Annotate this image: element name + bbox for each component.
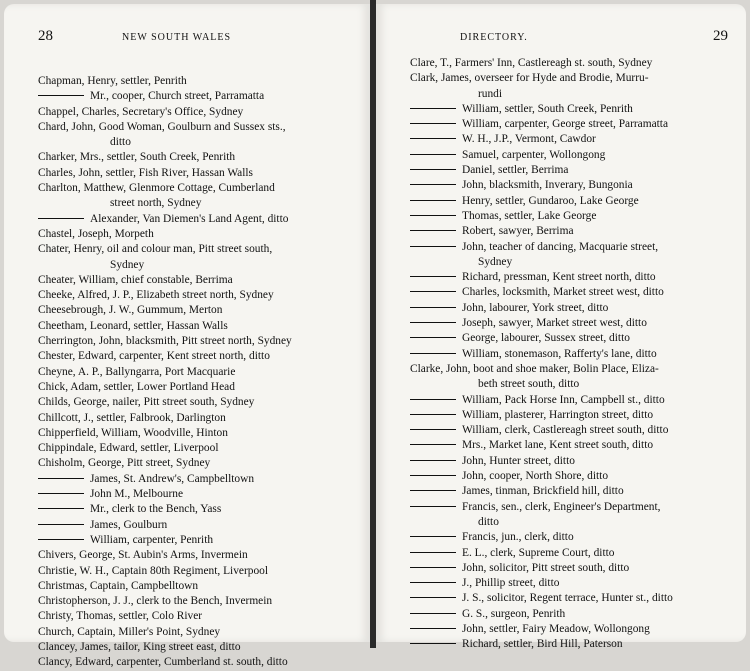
directory-entry-continuation: ditto: [110, 136, 131, 149]
ditto-dash: [38, 478, 84, 479]
directory-entry: Chisholm, George, Pitt street, Sydney: [38, 457, 211, 470]
directory-entry: William, carpenter, Penrith: [38, 533, 356, 548]
directory-entry-continuation: Sydney: [110, 258, 145, 271]
directory-entry-continuation: rundi: [478, 87, 503, 100]
ditto-dash: [410, 460, 456, 461]
directory-entry: James, St. Andrew's, Campbelltown: [38, 472, 356, 487]
directory-entry: J. S., solicitor, Regent terrace, Hunter st., ditto: [410, 591, 740, 606]
directory-entry: Thomas, settler, Lake George: [410, 209, 740, 224]
directory-entry: Chipperfield, William, Woodville, Hinton: [38, 426, 228, 439]
directory-entry: Richard, pressman, Kent street north, ditto: [410, 270, 740, 285]
ditto-dash: [410, 613, 456, 614]
directory-entry: John M., Melbourne: [38, 487, 356, 502]
ditto-dash: [410, 215, 456, 216]
directory-entry: James, Goulburn: [38, 518, 356, 533]
directory-entry: Henry, settler, Gundaroo, Lake George: [410, 194, 740, 209]
ditto-dash: [410, 536, 456, 537]
ditto-dash: [410, 506, 456, 507]
right-page: [376, 4, 746, 651]
ditto-dash: [410, 291, 456, 292]
directory-entry: Robert, sawyer, Berrima: [410, 224, 740, 239]
ditto-dash: [410, 184, 456, 185]
directory-entry-continuation: Sydney: [478, 255, 513, 268]
directory-entry: Chappel, Charles, Secretary's Office, Sydney: [38, 105, 244, 118]
directory-entry: Cheyne, A. P., Ballyngarra, Port Macquarie: [38, 365, 236, 378]
directory-entry: John, blacksmith, Inverary, Bungonia: [410, 178, 740, 193]
directory-entry: Clarke, John, boot and shoe maker, Bolin Place, Eliza-: [410, 362, 659, 375]
right-page-header: [410, 28, 728, 52]
ditto-dash: [410, 552, 456, 553]
directory-entry: Alexander, Van Diemen's Land Agent, ditto: [38, 212, 356, 227]
ditto-dash: [38, 218, 84, 219]
ditto-dash: [410, 123, 456, 124]
ditto-dash: [38, 95, 84, 96]
ditto-dash: [410, 429, 456, 430]
directory-entry: Chater, Henry, oil and colour man, Pitt street south,: [38, 243, 273, 256]
directory-entry-continuation: street north, Sydney: [110, 197, 202, 210]
ditto-dash: [410, 307, 456, 308]
ditto-dash: [38, 493, 84, 494]
directory-entries-left: [38, 74, 356, 671]
directory-entry: J., Phillip street, ditto: [410, 576, 740, 591]
directory-entry: Charles, John, settler, Fish River, Hassan Walls: [38, 166, 253, 179]
directory-entry: Mrs., Market lane, Kent street south, ditto: [410, 438, 740, 453]
page-number: 28: [38, 28, 53, 44]
directory-entry: John, settler, Fairy Meadow, Wollongong: [410, 622, 740, 637]
directory-entry: G. S., surgeon, Penrith: [410, 607, 740, 622]
ditto-dash: [410, 200, 456, 201]
ditto-dash: [410, 322, 456, 323]
running-title: DIRECTORY.: [460, 32, 528, 43]
ditto-dash: [38, 508, 84, 509]
directory-entry: Chard, John, Good Woman, Goulburn and Sussex sts.,: [38, 120, 286, 133]
directory-entry: Charlton, Matthew, Glenmore Cottage, Cumberland: [38, 182, 275, 195]
directory-entry: Samuel, carpenter, Wollongong: [410, 148, 740, 163]
directory-entry: Chastel, Joseph, Morpeth: [38, 227, 154, 240]
directory-entry: George, labourer, Sussex street, ditto: [410, 331, 740, 346]
ditto-dash: [410, 567, 456, 568]
left-page: [4, 4, 370, 669]
ditto-dash: [410, 169, 456, 170]
directory-entry: Cheesebrough, J. W., Gummum, Merton: [38, 304, 223, 317]
directory-entry: Clark, James, overseer for Hyde and Brodie, Murru-: [410, 72, 649, 85]
directory-entry: William, settler, South Creek, Penrith: [410, 102, 740, 117]
ditto-dash: [410, 276, 456, 277]
ditto-dash: [410, 597, 456, 598]
ditto-dash: [410, 628, 456, 629]
directory-entry: Mr., clerk to the Bench, Yass: [38, 502, 356, 517]
directory-entry: John, solicitor, Pitt street south, ditto: [410, 561, 740, 576]
directory-entry: John, labourer, York street, ditto: [410, 301, 740, 316]
directory-entry: William, clerk, Castlereagh street south, ditto: [410, 423, 740, 438]
page-number: 29: [713, 28, 728, 44]
directory-entry: James, tinman, Brickfield hill, ditto: [410, 484, 740, 499]
ditto-dash: [38, 539, 84, 540]
directory-entry: John, teacher of dancing, Macquarie street,: [410, 240, 740, 255]
directory-entries-right: [410, 56, 740, 653]
directory-entry: John, Hunter street, ditto: [410, 454, 740, 469]
directory-entry: Charker, Mrs., settler, South Creek, Penrith: [38, 151, 236, 164]
directory-entry: Childs, George, nailer, Pitt street south, Sydney: [38, 396, 255, 409]
ditto-dash: [410, 108, 456, 109]
directory-entry: Christopherson, J. J., clerk to the Bench, Invermein: [38, 595, 273, 608]
directory-entry: E. L., clerk, Supreme Court, ditto: [410, 546, 740, 561]
directory-entry: Cherrington, John, blacksmith, Pitt street north, Sydney: [38, 335, 292, 348]
ditto-dash: [410, 246, 456, 247]
directory-entry: Clancy, Edward, carpenter, Cumberland st. south, ditto: [38, 656, 288, 669]
ditto-dash: [410, 154, 456, 155]
directory-entry: Charles, locksmith, Market street west, ditto: [410, 285, 740, 300]
directory-entry: W. H., J.P., Vermont, Cawdor: [410, 132, 740, 147]
directory-entry: William, plasterer, Harrington street, ditto: [410, 408, 740, 423]
directory-entry: Christmas, Captain, Campbelltown: [38, 579, 199, 592]
directory-entry: Chippindale, Edward, settler, Liverpool: [38, 442, 219, 455]
directory-entry: Clancey, James, tailor, King street east, ditto: [38, 640, 241, 653]
directory-entry: Cheeke, Alfred, J. P., Elizabeth street north, Sydney: [38, 289, 274, 302]
directory-entry: Cheetham, Leonard, settler, Hassan Walls: [38, 319, 228, 332]
ditto-dash: [410, 490, 456, 491]
directory-entry: William, Pack Horse Inn, Campbell st., ditto: [410, 393, 740, 408]
ditto-dash: [410, 138, 456, 139]
directory-entry: Chivers, George, St. Aubin's Arms, Invermein: [38, 549, 248, 562]
directory-entry: Chester, Edward, carpenter, Kent street north, ditto: [38, 350, 270, 363]
ditto-dash: [410, 444, 456, 445]
directory-entry: Daniel, settler, Berrima: [410, 163, 740, 178]
directory-entry: Chick, Adam, settler, Lower Portland Head: [38, 380, 235, 393]
left-page-header: [38, 28, 346, 52]
directory-entry-continuation: beth street south, ditto: [478, 378, 580, 391]
ditto-dash: [410, 643, 456, 644]
directory-entry: William, carpenter, George street, Parramatta: [410, 117, 740, 132]
directory-entry: Chapman, Henry, settler, Penrith: [38, 75, 187, 87]
directory-entry: Francis, jun., clerk, ditto: [410, 530, 740, 545]
directory-entry: William, stonemason, Rafferty's lane, ditto: [410, 347, 740, 362]
directory-entry: Francis, sen., clerk, Engineer's Department,: [410, 500, 740, 515]
ditto-dash: [410, 337, 456, 338]
ditto-dash: [38, 524, 84, 525]
directory-entry: Cheater, William, chief constable, Berrima: [38, 273, 233, 286]
directory-entry: Mr., cooper, Church street, Parramatta: [38, 89, 356, 104]
directory-entry-continuation: ditto: [478, 515, 499, 528]
directory-entry: Richard, settler, Bird Hill, Paterson: [410, 637, 740, 652]
directory-entry: Clare, T., Farmers' Inn, Castlereagh st. south, Sydney: [410, 57, 653, 69]
ditto-dash: [410, 353, 456, 354]
ditto-dash: [410, 399, 456, 400]
ditto-dash: [410, 230, 456, 231]
directory-entry: Joseph, sawyer, Market street west, ditto: [410, 316, 740, 331]
running-title: NEW SOUTH WALES: [122, 32, 232, 43]
ditto-dash: [410, 582, 456, 583]
ditto-dash: [410, 414, 456, 415]
directory-entry: Church, Captain, Miller's Point, Sydney: [38, 625, 221, 638]
directory-entry: Christie, W. H., Captain 80th Regiment, Liverpool: [38, 564, 269, 577]
ditto-dash: [410, 475, 456, 476]
directory-entry: John, cooper, North Shore, ditto: [410, 469, 740, 484]
directory-entry: Christy, Thomas, settler, Colo River: [38, 610, 203, 623]
directory-entry: Chillcott, J., settler, Falbrook, Darlington: [38, 411, 226, 424]
